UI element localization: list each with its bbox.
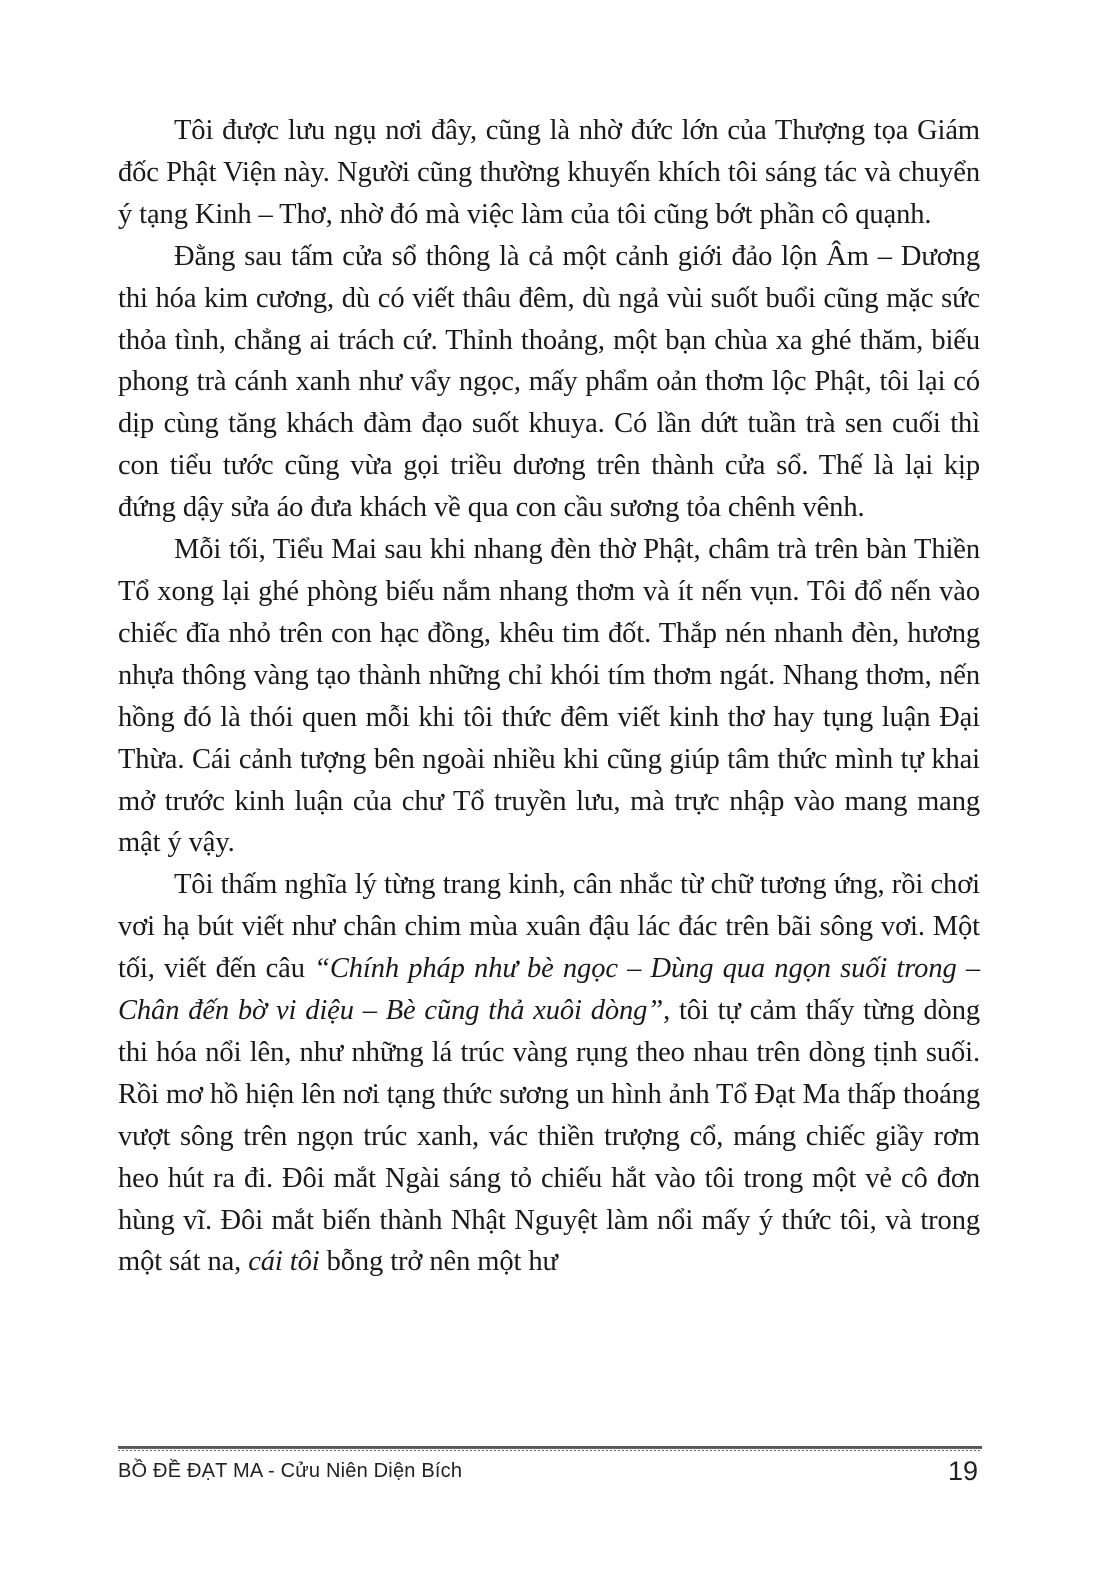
paragraph-4-text-end: bỗng trở nên một hư bbox=[319, 1246, 558, 1278]
body-text bbox=[118, 110, 980, 1283]
paragraph-2: Đằng sau tấm cửa sổ thông là cả một cảnh giới đảo lộn Âm – Dương thi hóa kim cương, dù có viết thâu đêm, dù ngả vùi suốt buổi cũng mặc sức thỏa tình, chẳng ai trách cứ. Thỉnh thoảng, một bạn chùa xa ghé thăm, biếu phong trà cánh xanh như vẩy ngọc, mấy phẩm oản thơm lộc Phật, tôi lại có dịp cùng tăng khách đàm đạo suốt khuya. Có lần dứt tuần trà sen cuối thì con tiểu tước cũng vừa gọi triều dương trên thành cửa sổ. Thế là lại kịp đứng dậy sửa áo đưa khách về qua con cầu sương tỏa chênh vênh. bbox=[118, 240, 980, 524]
running-title: BỒ ĐỀ ĐẠT MA - Cửu Niên Diện Bích bbox=[118, 1460, 463, 1482]
scripture-quote: “Chính pháp như bè ngọc – Dùng qua ngọn suối trong – Chân đến bờ vi diệu – Bè cũng thả xuôi dòng” bbox=[118, 953, 980, 1027]
page-number: 19 bbox=[947, 1456, 978, 1486]
paragraph-4-text-middle: , tôi tự cảm thấy từng dòng thi hóa nổi lên, như những lá trúc vàng rụng theo nhau trên dòng tịnh suối. Rồi mơ hồ hiện lên nơi tạng thức sương un hình ảnh Tổ Đạt Ma thấp thoáng vượt sông trên ngọn trúc xanh, vác thiền trượng cổ, máng chiếc giầy rơm heo hút ra đi. Đôi mắt Ngài sáng tỏ chiếu hắt vào tôi trong một vẻ cô đơn hùng vĩ. Đôi mắt biến thành Nhật Nguyệt làm nổi mấy ý thức tôi, và trong một sát na, bbox=[118, 995, 981, 1278]
paragraph-4 bbox=[118, 864, 980, 1283]
paragraph-1: Tôi được lưu ngụ nơi đây, cũng là nhờ đức lớn của Thượng tọa Giám đốc Phật Viện này. Người cũng thường khuyến khích tôi sáng tác và chuyển ý tạng Kinh – Thơ, nhờ đó mà việc làm của tôi cũng bớt phần cô quạnh. bbox=[118, 115, 980, 230]
footer-divider bbox=[118, 1446, 982, 1449]
emphasized-phrase: cái tôi bbox=[248, 1246, 320, 1278]
page-footer bbox=[118, 1458, 982, 1490]
paragraph-3: Mỗi tối, Tiểu Mai sau khi nhang đèn thờ Phật, châm trà trên bàn Thiền Tổ xong lại ghé phòng biếu nắm nhang thơm và ít nến vụn. Tôi đổ nến vào chiếc đĩa nhỏ trên con hạc đồng, khêu tim đốt. Thắp nén nhanh đèn, hương nhựa thông vàng tạo thành những chỉ khói tím thơm ngát. Nhang thơm, nến hồng đó là thói quen mỗi khi tôi thức đêm viết kinh thơ hay tụng luận Đại Thừa. Cái cảnh tượng bên ngoài nhiều khi cũng giúp tâm thức mình tự khai mở trước kinh luận của chư Tổ truyền lưu, mà trực nhập vào mang mang mật ý vậy. bbox=[118, 534, 980, 859]
paragraph-4-text-start: Tôi thấm nghĩa lý từng trang kinh, cân nhắc từ chữ tương ứng, rồi chơi vơi hạ bút viết như chân chim mùa xuân đậu lác đác trên bãi sông vơi. Một tối, viết đến câu bbox=[118, 869, 980, 985]
